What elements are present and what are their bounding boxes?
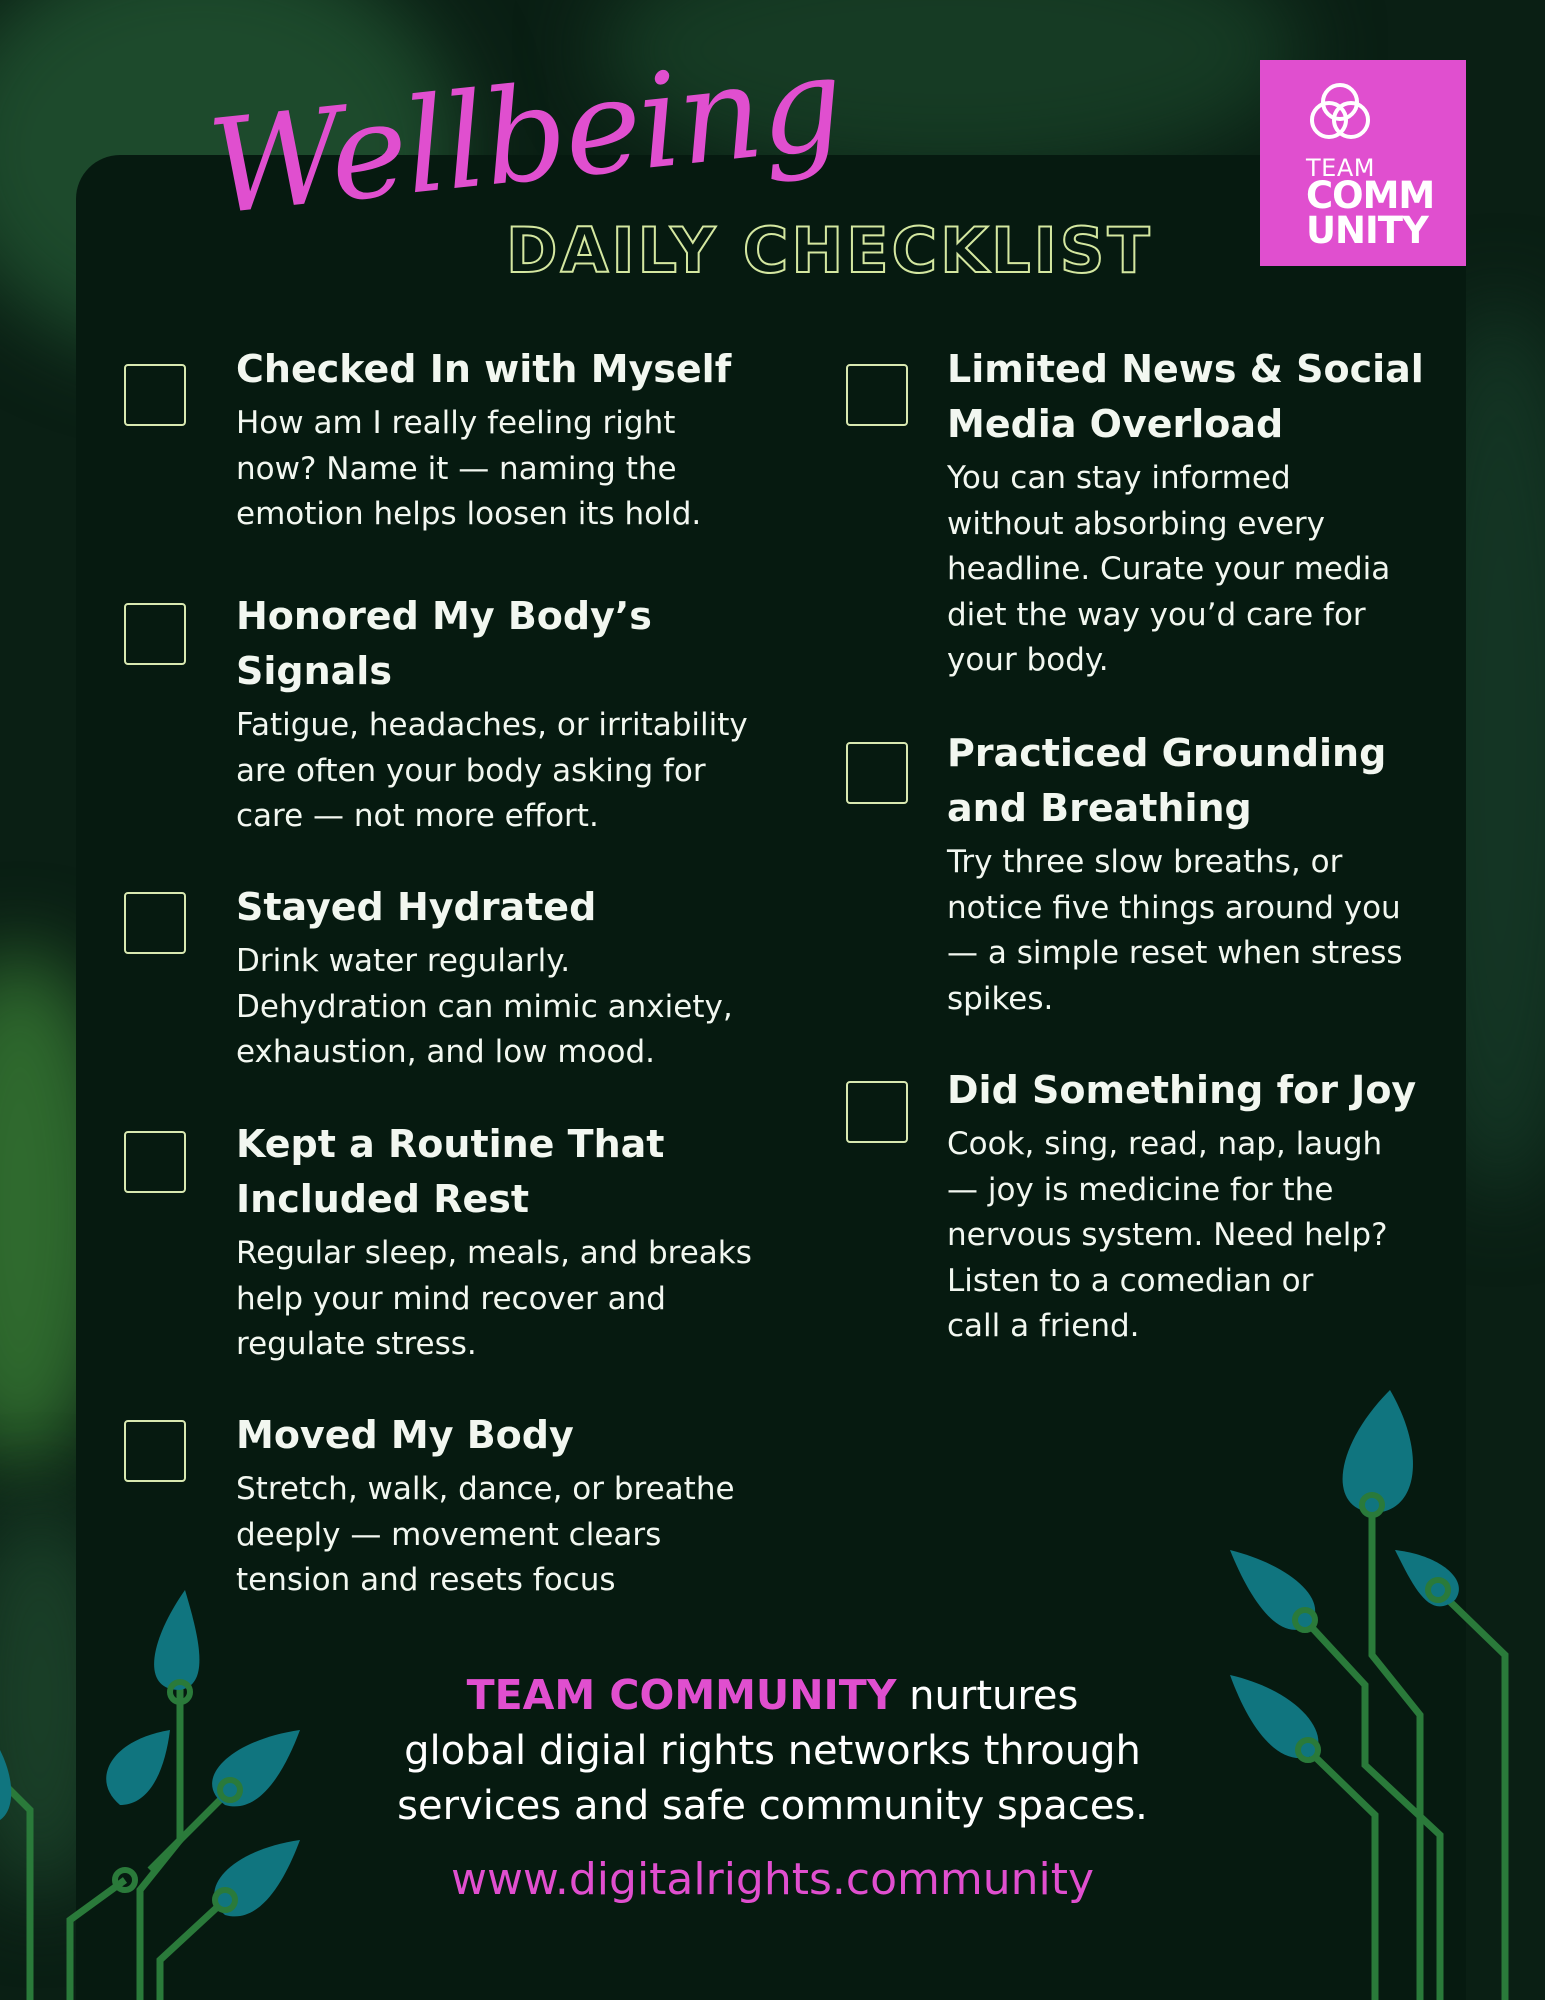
item-heading: Stayed Hydrated bbox=[236, 885, 597, 929]
logo-line-team: TEAM bbox=[1306, 154, 1375, 182]
footer-line-1 bbox=[300, 1668, 1245, 1724]
item-description: Stretch, walk, dance, or breathe deeply — movement clears tension and resets focus bbox=[236, 1471, 735, 1598]
footer-line-2: global digial rights networks through bbox=[404, 1728, 1141, 1774]
leaf-circuit-left bbox=[0, 1580, 320, 2000]
item-joy bbox=[947, 1063, 1416, 1350]
checkbox-joy[interactable] bbox=[846, 1081, 908, 1143]
item-heading: Moved My Body bbox=[236, 1413, 574, 1457]
item-description: How am I really feeling right now? Name it — naming the emotion helps loosen its hold. bbox=[236, 405, 702, 532]
script-title: Wellbeing bbox=[202, 26, 849, 245]
logo-line-unity: UNITY bbox=[1306, 209, 1428, 252]
footer-brand: TEAM COMMUNITY bbox=[466, 1671, 897, 1719]
item-description: Cook, sing, read, nap, laugh — joy is medicine for the nervous system. Need help? Listen to a comedian or call a friend. bbox=[947, 1126, 1388, 1344]
item-description: Regular sleep, meals, and breaks help your mind recover and regulate stress. bbox=[236, 1235, 752, 1362]
checkbox-hydrated[interactable] bbox=[124, 892, 186, 954]
item-description: Fatigue, headaches, or irritability are often your body asking for care — not more effort. bbox=[236, 707, 748, 834]
item-body-signals bbox=[236, 589, 748, 840]
item-heading: Did Something for Joy bbox=[947, 1068, 1417, 1112]
item-heading: Limited News & Social Media Overload bbox=[947, 347, 1424, 446]
team-community-logo bbox=[1260, 60, 1466, 266]
item-hydrated bbox=[236, 880, 733, 1076]
subtitle: DAILY CHECKLIST bbox=[506, 214, 1153, 287]
item-heading: Kept a Routine That Included Rest bbox=[236, 1122, 665, 1221]
item-grounding bbox=[947, 726, 1403, 1022]
item-description: You can stay informed without absorbing every headline. Curate your media diet the way you’d care for your body. bbox=[947, 460, 1391, 678]
interlocking-circles-icon bbox=[1300, 78, 1380, 148]
checkbox-limited-news[interactable] bbox=[846, 364, 908, 426]
footer-text bbox=[300, 1668, 1245, 1905]
item-heading: Practiced Grounding and Breathing bbox=[947, 731, 1387, 830]
checkbox-routine[interactable] bbox=[124, 1131, 186, 1193]
logo-line-community bbox=[1306, 174, 1435, 252]
footer-url-link[interactable]: www.digitalrights.community bbox=[450, 1854, 1095, 1905]
item-description: Try three slow breaths, or notice five things around you — a simple reset when stress spikes. bbox=[947, 844, 1403, 1017]
item-heading: Honored My Body’s Signals bbox=[236, 594, 652, 693]
footer-line-1-rest: nurtures bbox=[909, 1673, 1079, 1719]
leaf-circuit-right bbox=[1215, 1385, 1545, 2000]
item-checked-in bbox=[236, 342, 731, 538]
checkbox-body-signals[interactable] bbox=[124, 603, 186, 665]
item-moved-body bbox=[236, 1408, 735, 1604]
footer-line-3: services and safe community spaces. bbox=[397, 1783, 1148, 1829]
item-heading: Checked In with Myself bbox=[236, 347, 732, 391]
checkbox-checked-in[interactable] bbox=[124, 364, 186, 426]
item-description: Drink water regularly. Dehydration can mimic anxiety, exhaustion, and low mood. bbox=[236, 943, 733, 1070]
item-routine bbox=[236, 1117, 752, 1368]
item-limited-news bbox=[947, 342, 1424, 684]
checkbox-grounding[interactable] bbox=[846, 742, 908, 804]
checkbox-moved-body[interactable] bbox=[124, 1420, 186, 1482]
logo-line-comm: COMM bbox=[1306, 174, 1435, 217]
